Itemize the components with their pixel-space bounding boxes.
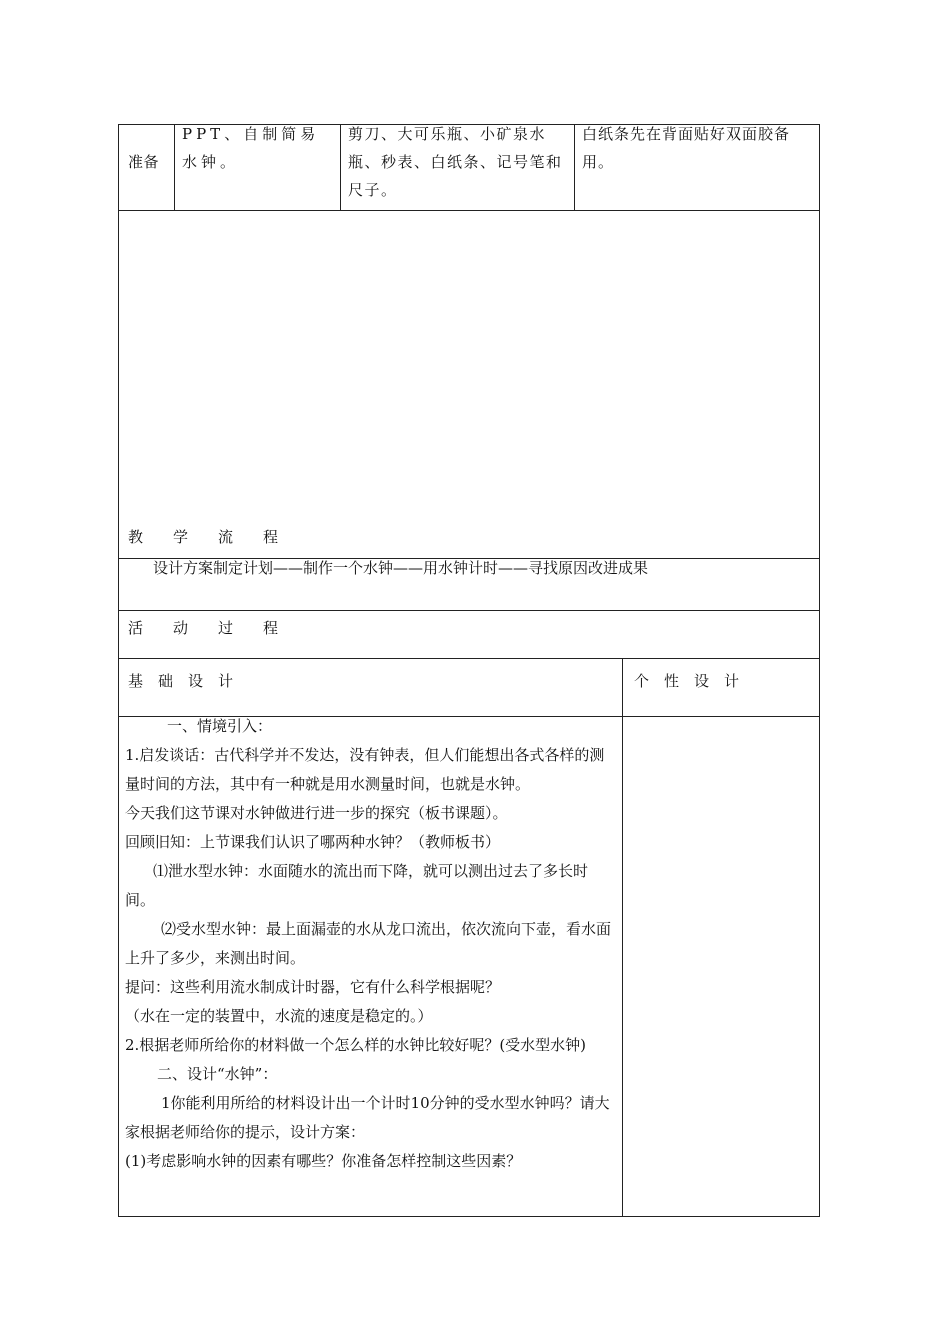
paragraph-review: 回顾旧知：上节课我们认识了哪两种水钟？（教师板书） <box>125 833 501 851</box>
table-bottom-border <box>118 1216 820 1217</box>
paragraph-topic: 今天我们这节课对水钟做进行进一步的探究（板书课题）。 <box>125 804 508 822</box>
paragraph-discussion: 1.启发谈话：古代科学并不发达，没有钟表，但人们能想出各式各样的测量时间的方法，其中有一种就是用水测量时间，也就是水钟。 <box>125 746 605 793</box>
table-right-border <box>819 124 820 1217</box>
personal-design-heading: 个 性 设 计 <box>634 672 740 690</box>
prep-row-bottom-border <box>118 210 820 211</box>
section-heading-design: 二、设计“水钟”： <box>157 1065 278 1083</box>
paragraph-answer: （水在一定的装置中，水流的速度是稳定的。） <box>125 1007 433 1025</box>
activity-heading-bottom-border <box>118 658 820 659</box>
prep-label: 准备 <box>128 153 160 171</box>
prep-notes: 白纸条先在背面贴好双面胶备用。 <box>582 125 791 171</box>
basic-design-heading: 基 础 设 计 <box>128 672 234 690</box>
flow-heading: 教 学 流 程 <box>128 528 279 546</box>
activity-heading: 活 动 过 程 <box>128 619 279 637</box>
flow-summary-bottom-border <box>118 610 820 611</box>
prep-col-divider-1 <box>174 124 175 210</box>
paragraph-design-task: 1你能利用所给的材料设计出一个计时10分钟的受水型水钟吗？请大家根据老师给你的提示，设计方案： <box>125 1094 610 1141</box>
basic-design-content <box>125 712 617 1176</box>
prep-col-divider-2 <box>340 124 341 210</box>
section-heading-intro: 一、情境引入： <box>167 717 273 735</box>
teacher-materials: PPT、自制简易水钟。 <box>182 125 320 171</box>
prep-col-divider-3 <box>574 124 575 210</box>
table-left-border <box>118 124 119 1217</box>
paragraph-drain-clock: ⑴泄水型水钟：水面随水的流出而下降，就可以测出过去了多长时间。 <box>125 862 589 909</box>
paragraph-make-clock: 2.根据老师所给你的材料做一个怎么样的水钟比较好呢？(受水型水钟) <box>125 1036 587 1054</box>
paragraph-factors: (1)考虑影响水钟的因素有哪些？你准备怎样控制这些因素？ <box>125 1152 522 1170</box>
design-col-divider <box>622 658 623 1216</box>
paragraph-inflow-clock: ⑵受水型水钟：最上面漏壶的水从龙口流出，依次流向下壶，看水面上升了多少，来测出时间。 <box>125 920 612 967</box>
paragraph-question: 提问：这些利用流水制成计时器，它有什么科学根据呢？ <box>125 978 501 996</box>
student-materials: 剪刀、大可乐瓶、小矿泉水瓶、秒表、白纸条、记号笔和尺子。 <box>348 125 563 199</box>
flow-summary: 设计方案制定计划——制作一个水钟——用水钟计时——寻找原因改进成果 <box>153 559 649 577</box>
